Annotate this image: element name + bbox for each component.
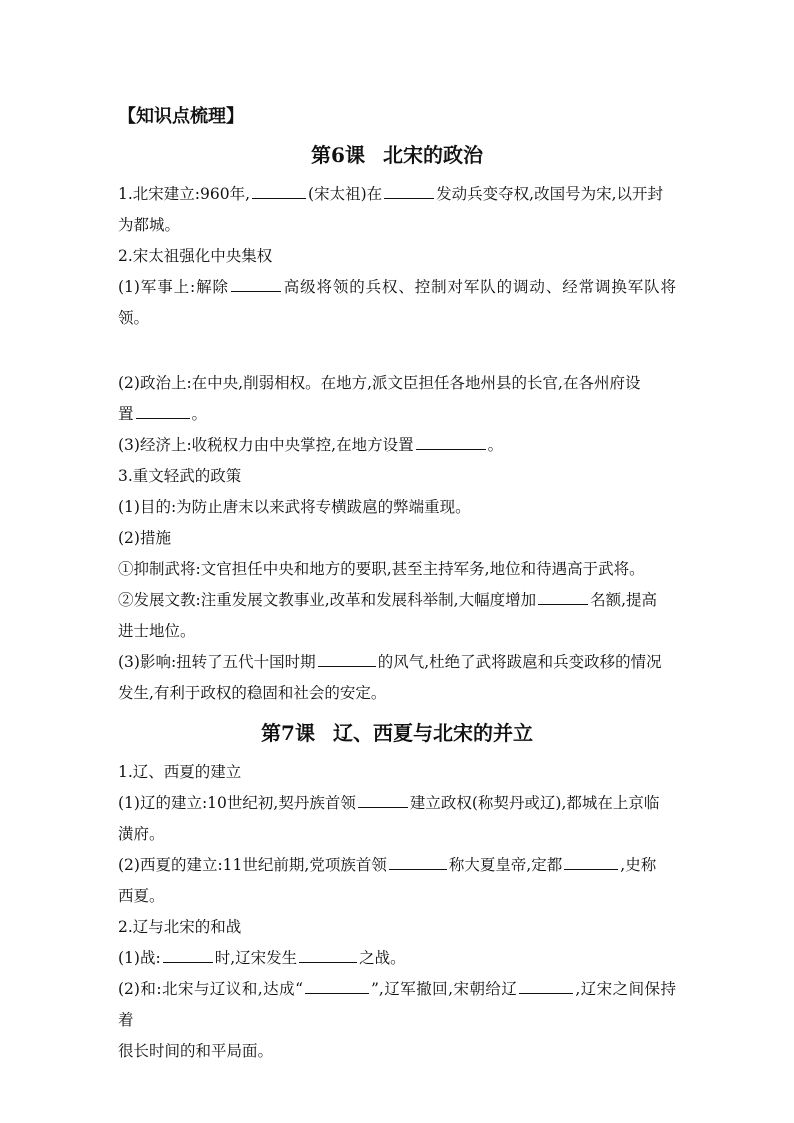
answer-blank[interactable] (519, 992, 573, 994)
lesson-7-item-1-1 (118, 788, 676, 819)
text: 置 (118, 405, 134, 423)
text: 高级将领的兵权、控制对军队的调动、经常调换军队将领。 (118, 278, 676, 327)
lesson-6-item-3-3-cont: 发生,有利于政权的稳固和社会的安定。 (118, 684, 387, 702)
lesson-6-item-2-3 (118, 430, 676, 461)
text: ”,辽军撤回,宋朝给辽 (371, 980, 518, 998)
lesson-7-number: 第7课 (261, 721, 315, 745)
text: (3)影响:扭转了五代十国时期 (118, 653, 316, 671)
answer-blank[interactable] (564, 868, 618, 870)
text: ,史称 (620, 856, 657, 874)
text: 的风气,杜绝了武将跋扈和兵变政移的情况 (377, 653, 662, 671)
text: (1)辽的建立:10世纪初,契丹族首领 (118, 794, 356, 812)
lesson-7-item-1-1-cont: 潢府。 (118, 825, 165, 843)
text: 称大夏皇帝,定都 (448, 856, 563, 874)
answer-blank[interactable] (358, 806, 408, 808)
lesson-7-name: 辽、西夏与北宋的并立 (332, 721, 533, 745)
lesson-7-item-2-2 (118, 974, 676, 1036)
answer-blank[interactable] (318, 665, 376, 667)
text: 时,辽宋发生 (214, 949, 298, 967)
lesson-6-item-2-2-cont (118, 399, 676, 430)
lesson-7-item-1-2-cont: 西夏。 (118, 887, 165, 905)
text: ②发展文教:注重发展文教事业,改革和发展科举制,大幅度增加 (118, 591, 537, 609)
answer-blank[interactable] (252, 197, 306, 199)
text: (2)西夏的建立:11世纪前期,党项族首领 (118, 856, 387, 874)
lesson-6-item-3: 3.重文轻武的政策 (118, 467, 242, 485)
answer-blank[interactable] (299, 961, 357, 963)
answer-blank[interactable] (231, 290, 281, 292)
answer-blank[interactable] (136, 417, 190, 419)
section-header: 【知识点梳理】 (118, 106, 244, 127)
lesson-6-item-1 (118, 179, 676, 210)
answer-blank[interactable] (538, 603, 588, 605)
answer-blank[interactable] (416, 448, 486, 450)
lesson-7-item-2-1 (118, 943, 676, 974)
lesson-6-item-3-1: (1)目的:为防止唐末以来武将专横跋扈的弊端重现。 (118, 498, 471, 516)
text: 发动兵变夺权,改国号为宋,以开封 (436, 185, 663, 203)
text: (1)战: (118, 949, 161, 967)
lesson-6-item-3-2: (2)措施 (118, 529, 171, 547)
text: 1.北宋建立:960年, (118, 185, 251, 203)
lesson-7-item-1-2 (118, 850, 676, 881)
text: ,辽宋之间保持着 (118, 980, 677, 1029)
text: 。 (487, 436, 504, 454)
lesson-6-name: 北宋的政治 (382, 143, 483, 167)
answer-blank[interactable] (305, 992, 369, 994)
lesson-6-item-2-2: (2)政治上:在中央,削弱相权。在地方,派文臣担任各地州县的长官,在各州府设 (118, 374, 641, 392)
lesson-6-item-3-3 (118, 647, 676, 678)
lesson-6-item-2: 2.宋太祖强化中央集权 (118, 247, 273, 265)
lesson-6-title (118, 137, 676, 173)
text: 建立政权(称契丹或辽),都城在上京临 (409, 794, 660, 812)
lesson-6-item-2-1 (118, 272, 676, 334)
text: (1)军事上:解除 (118, 278, 229, 296)
lesson-6-item-3-2-b-cont: 进士地位。 (118, 622, 196, 640)
lesson-7-item-2-2-cont: 很长时间的和平局面。 (118, 1042, 274, 1060)
lesson-6-item-1-cont: 为都城。 (118, 216, 181, 234)
answer-blank[interactable] (389, 868, 447, 870)
lesson-6-item-3-2-b (118, 585, 676, 616)
text: 名额,提高 (590, 591, 658, 609)
answer-blank[interactable] (384, 197, 434, 199)
text: (2)和:北宋与辽议和,达成“ (118, 980, 303, 998)
answer-blank[interactable] (163, 961, 213, 963)
text: (宋太祖)在 (308, 185, 383, 203)
lesson-6-item-3-2-a: ①抑制武将:文官担任中央和地方的要职,甚至主持军务,地位和待遇高于武将。 (118, 560, 645, 578)
lesson-7-item-1: 1.辽、西夏的建立 (118, 763, 242, 781)
lesson-7-item-2: 2.辽与北宋的和战 (118, 918, 242, 936)
lesson-7-title (118, 715, 676, 751)
text: 。 (191, 405, 208, 423)
text: (3)经济上:收税权力由中央掌控,在地方设置 (118, 436, 414, 454)
text: 之战。 (359, 949, 406, 967)
lesson-6-number: 第6课 (311, 143, 365, 167)
